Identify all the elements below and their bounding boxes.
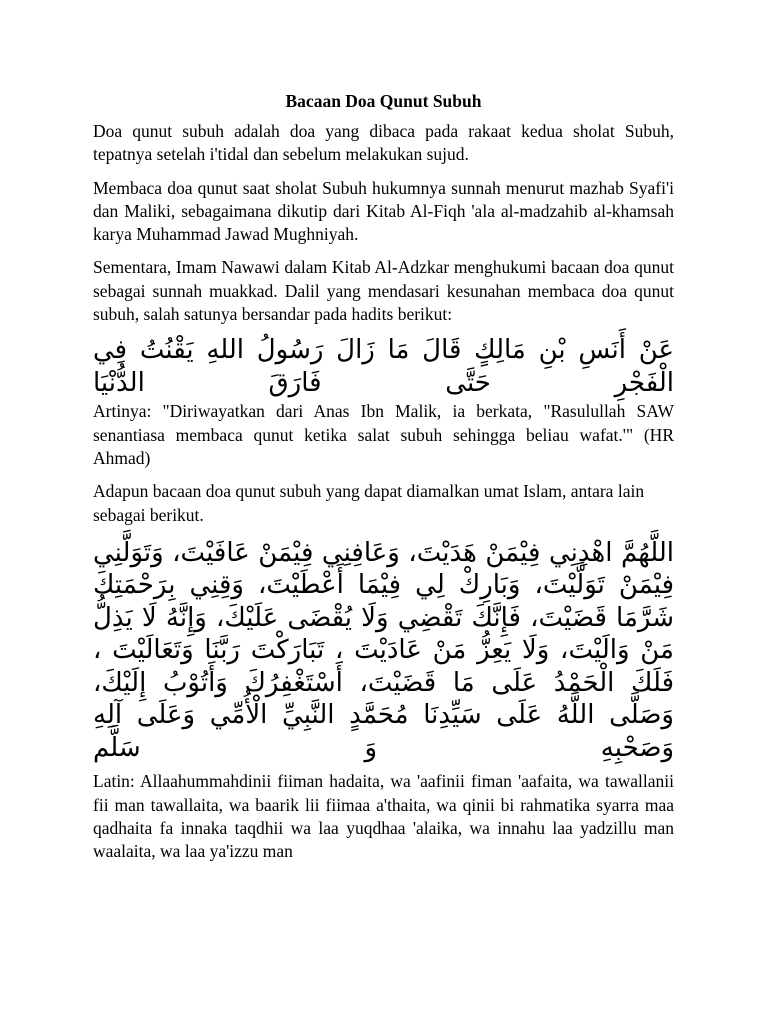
paragraph-evidence: Sementara, Imam Nawawi dalam Kitab Al-Adzkar menghukumi bacaan doa qunut sebagai sunnah muakkad. Dalil yang mendasari kesunahan membaca doa qunut subuh, salah satunya bersandar pada hadits berikut: [93,257,674,325]
prayer-intro: Adapun bacaan doa qunut subuh yang dapat diamalkan umat Islam, antara lain sebagai berikut. [93,481,645,525]
document-title: Bacaan Doa Qunut Subuh [285,91,482,111]
hadith-arabic-text: عَنْ أَنَسِ بْنِ مَالِكٍ قَالَ مَا زَالَ رَسُولُ اللهِ يَقْنُتُ فِي الْفَجْرِ حَتَّى فَارَقَ الدُّنْيَا [93,335,674,399]
latin-transliteration: Latin: Allaahummahdinii fiiman hadaita, wa 'aafinii fiman 'aafaita, wa tawallanii fii man tawallaita, wa baarik lii fiimaa a'thaita, wa qinii bi rahmatika syarra maa qadhaita fa innaka taqdhii wa laa yuqdhaa 'alaika, wa innahu laa yadzillu man waalaita, wa laa ya'izzu man [93,771,674,862]
hadith-translation: Artinya: "Diriwayatkan dari Anas Ibn Malik, ia berkata, "Rasulullah SAW senantiasa membaca qunut ketika salat subuh sehingga beliau wafat.'" (HR Ahmad) [93,401,674,468]
paragraph-ruling: Membaca doa qunut saat sholat Subuh hukumnya sunnah menurut mazhab Syafi'i dan Maliki, sebagaimana dikutip dari Kitab Al-Fiqh 'ala al-madzahib al-khamsah karya Muhammad Jawad Mughniyah. [93,177,674,245]
paragraph-definition: Doa qunut subuh adalah doa yang dibaca pada rakaat kedua sholat Subuh, tepatnya setelah i'tidal dan sebelum melakukan sujud. [93,121,674,165]
qunut-prayer-arabic-text: اللَّهُمَّ اهْدِنِي فِيْمَنْ هَدَيْتَ، وَعَافِنِي فِيْمَنْ عَافَيْتَ، وَتَوَلَّنِي فِيْمَنْ تَوَلَّيْتَ، وَبَارِكْ لِي فِيْمَا أَعْطَيْتَ، وَقِنِي بِرَحْمَتِكَ شَرَّمَا قَضَيْتَ، فَإِنَّكَ تَقْضِي وَلَا يُقْضَى عَلَيْكَ، وَإِنَّهُ لَا يَذِلُّ مَنْ وَالَيْتَ، وَلَا يَعِزُّ مَنْ عَادَيْتَ ، تَبَارَكْتَ رَبَّنَا وَتَعَالَيْتَ ، فَلَكَ الْحَمْدُ عَلَى مَا قَضَيْتَ، أَسْتَغْفِرُكَ وَأَتُوْبُ إِلَيْكَ، وَصَلَّى اللَّهُ عَلَى سَيِّدِنَا مُحَمَّدٍ النَّبِيِّ الْأُمِّي وَعَلَى آلِهِ وَصَحْبِهِ وَ سَلَّم [93,537,674,763]
document-page [93,88,674,874]
